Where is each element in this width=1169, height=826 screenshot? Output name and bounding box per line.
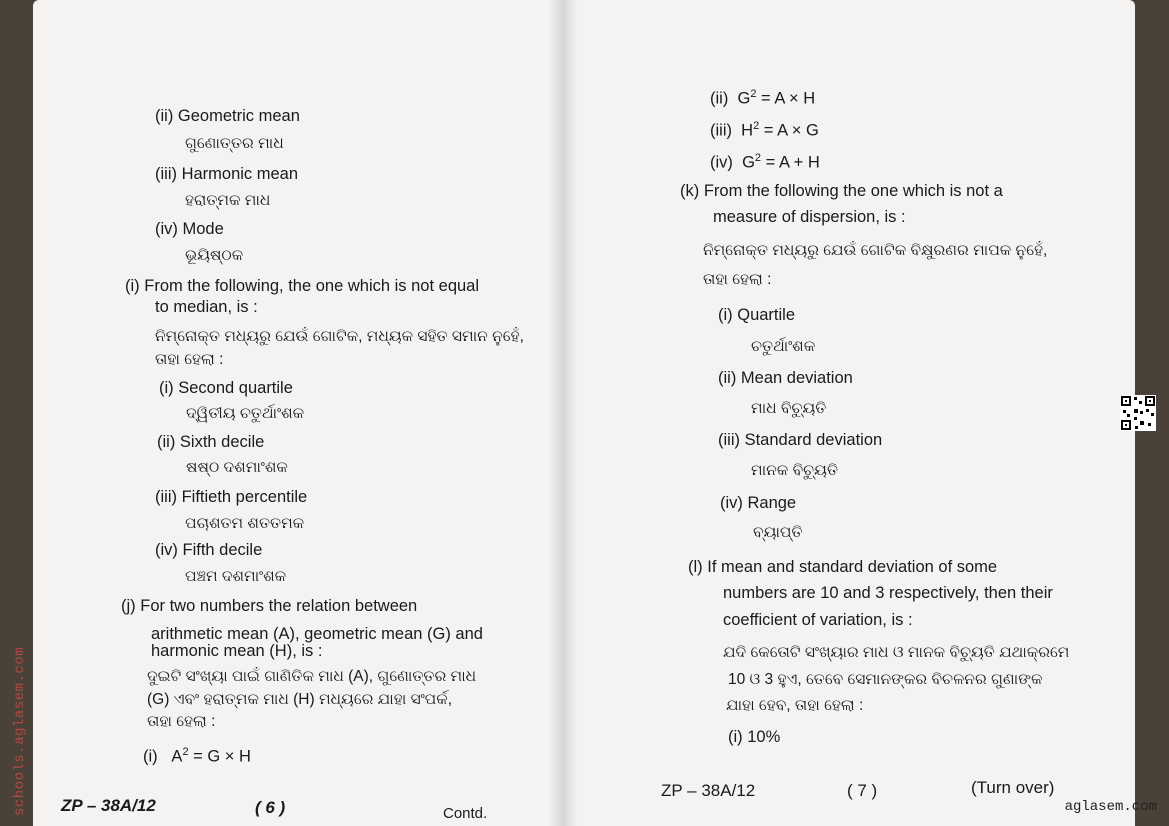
odia-text: ତାହା ହେଲା : — [155, 351, 224, 368]
odia-text: ନିମ୍ନୋକ୍ତ ମଧ୍ୟରୁ ଯେଉଁ ଗୋଟିକ ବିକ୍ଷୁରଣର ମାପକ ନୁହେଁ, — [703, 242, 1048, 259]
formula-rest: = A + H — [761, 153, 820, 172]
odia-text: ଦ୍ୱିତୀୟ ଚତୁର୍ଥାଂଶକ — [186, 405, 305, 422]
formula-base: A — [171, 747, 183, 766]
formula-base: G — [742, 153, 755, 172]
formula-rest: = A × H — [756, 89, 816, 108]
formula-base: H — [741, 121, 754, 140]
side-watermark: schools.aglasem.com — [12, 646, 28, 816]
option-fiftieth-percentile: (iii) Fiftieth percentile — [155, 488, 308, 506]
odia-text: ଦୁଇଟି ସଂଖ୍ୟା ପାଇଁ ଗାଣିତିକ ମାଧ (A), ଗୁଣୋତ୍ତର ମାଧ — [147, 668, 477, 685]
formula-sup: 2 — [750, 88, 757, 100]
odia-text: ଯାହା ହେବ, ତାହା ହେଲା : — [726, 697, 864, 714]
odia-text: ହରାତ୍ମକ ମାଧ — [185, 192, 271, 209]
book-gutter-shadow — [548, 0, 578, 826]
right-page — [563, 0, 1135, 826]
qr-code-icon — [1120, 395, 1156, 431]
odia-text: ତାହା ହେଲା : — [147, 713, 216, 730]
odia-text: ବ୍ୟାପ୍ତି — [753, 524, 803, 541]
footer-code: ZP – 38A/12 — [661, 781, 756, 800]
option-standard-deviation: (iii) Standard deviation — [718, 431, 883, 449]
footer-contd: Contd. — [443, 805, 488, 822]
option-label: (iii) — [710, 121, 732, 140]
odia-text: ମାନକ ବିଚ୍ୟୁତି — [751, 462, 838, 479]
left-page — [33, 0, 563, 826]
odia-text: ମାଧ ବିଚ୍ୟୁତି — [751, 400, 827, 417]
option-quartile: (i) Quartile — [718, 306, 796, 324]
odia-text: ଭୂୟିଷ୍ଠକ — [185, 247, 244, 264]
option-harmonic-mean: (iii) Harmonic mean — [155, 165, 299, 183]
option-range: (iv) Range — [720, 494, 797, 512]
question-text: arithmetic mean (A), geometric mean (G) and — [151, 625, 483, 643]
option-geometric-mean: (ii) Geometric mean — [155, 107, 300, 125]
option-ten-percent: (i) 10% — [728, 728, 781, 746]
corner-watermark: aglasem.com — [1064, 799, 1157, 815]
odia-text: ଷଷ୍ଠ ଦଶମାଂଶକ — [186, 459, 288, 476]
odia-text: 10 ଓ 3 ହୁଏ, ତେବେ ସେମାନଙ୍କର ବିଚଳନର ଗୁଣାଙ୍କ — [728, 671, 1043, 688]
formula-sup: 2 — [754, 152, 762, 164]
formula-sup: 2 — [753, 120, 760, 132]
formula-rest: = G × H — [188, 747, 251, 766]
footer-page-number: ( 7 ) — [847, 781, 878, 800]
odia-text: ତାହା ହେଲା : — [703, 271, 772, 288]
option-mean-deviation: (ii) Mean deviation — [718, 369, 853, 387]
formula-option — [710, 84, 815, 109]
formula-sup: 2 — [182, 746, 189, 758]
odia-text: ପଚାଶତମ ଶତତମକ — [185, 515, 305, 532]
option-second-quartile: (i) Second quartile — [159, 379, 293, 397]
formula-rest: = A × G — [759, 121, 819, 140]
footer-turn-over: (Turn over) — [971, 778, 1055, 797]
question-j: (j) For two numbers the relation between — [121, 597, 418, 615]
question-text: coefficient of variation, is : — [723, 611, 913, 629]
option-label: (ii) — [710, 89, 729, 108]
option-fifth-decile: (iv) Fifth decile — [155, 541, 263, 559]
odia-text: ନିମ୍ନୋକ୍ତ ମଧ୍ୟରୁ ଯେଉଁ ଗୋଟିକ, ମଧ୍ୟକ ସହିତ ସମାନ ନୁହେଁ, — [155, 328, 524, 345]
question-text: numbers are 10 and 3 respectively, then their — [723, 584, 1053, 602]
question-k: (k) From the following the one which is not a — [680, 182, 1003, 200]
formula-option — [143, 742, 251, 767]
option-label: (i) — [143, 747, 158, 766]
option-mode: (iv) Mode — [155, 220, 224, 238]
formula-option — [710, 148, 820, 173]
odia-text: ଚତୁର୍ଥାଂଶକ — [751, 338, 816, 355]
question-text: measure of dispersion, is : — [713, 208, 906, 226]
footer-code: ZP – 38A/12 — [61, 796, 156, 815]
odia-text: ପଞ୍ଚମ ଦଶମାଂଶକ — [185, 568, 287, 585]
option-sixth-decile: (ii) Sixth decile — [157, 433, 265, 451]
question-text: to median, is : — [155, 298, 258, 316]
footer-page-number: ( 6 ) — [255, 798, 286, 817]
option-label: (iv) — [710, 153, 733, 172]
formula-option — [710, 116, 819, 141]
question-text: harmonic mean (H), is : — [151, 642, 323, 660]
question-i: (i) From the following, the one which is not equal — [125, 277, 480, 295]
odia-text: ଯଦି କେତୋଟି ସଂଖ୍ୟାର ମାଧ ଓ ମାନକ ବିଚ୍ୟୁତି ଯଥାକ୍ରମେ — [723, 644, 1070, 661]
odia-text: ଗୁଣୋତ୍ତର ମାଧ — [185, 135, 284, 152]
question-l: (l) If mean and standard deviation of some — [688, 558, 998, 576]
odia-text: (G) ଏବଂ ହରାତ୍ମକ ମାଧ (H) ମଧ୍ୟରେ ଯାହା ସଂପର୍କ, — [147, 691, 453, 708]
formula-base: G — [737, 89, 751, 108]
